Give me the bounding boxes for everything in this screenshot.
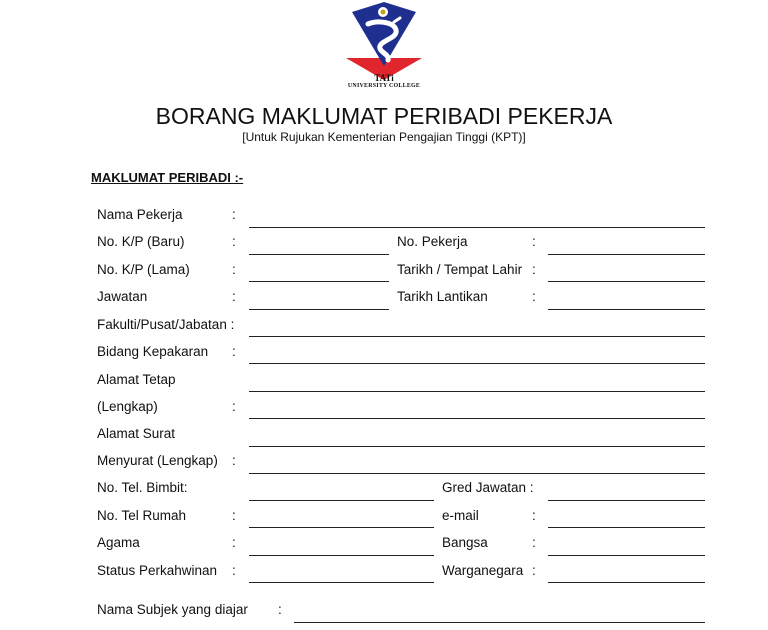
no-kp-baru-label: No. K/P (Baru) — [97, 234, 185, 249]
alamat-surat-menyurat-label: Menyurat (Lengkap) — [97, 453, 218, 468]
warganegara-label: Warganegara — [442, 563, 524, 578]
nama-subjek-colon: : — [278, 602, 282, 617]
form-title: BORANG MAKLUMAT PERIBADI PEKERJA — [155, 103, 613, 129]
fakulti-label: Fakulti/Pusat/Jabatan : — [97, 317, 235, 332]
no-kp-baru-colon: : — [232, 234, 236, 249]
alamat-surat-label: Alamat Surat — [97, 426, 176, 441]
status-perkahwinan-label: Status Perkahwinan — [97, 563, 218, 578]
bidang-kepakaran-field[interactable] — [249, 363, 705, 364]
nama-subjek-label: Nama Subjek yang diajar — [97, 602, 248, 617]
tarikh-lantikan-colon: : — [532, 289, 536, 304]
section-heading: MAKLUMAT PERIBADI :- — [91, 170, 244, 185]
tarikh-tempat-lahir-label: Tarikh / Tempat Lahir — [397, 262, 523, 277]
no-kp-baru-field[interactable] — [249, 254, 389, 255]
warganegara-field[interactable] — [548, 582, 705, 583]
email-field[interactable] — [548, 527, 705, 528]
no-pekerja-colon: : — [532, 234, 536, 249]
bangsa-label: Bangsa — [442, 535, 488, 550]
tarikh-lantikan-field[interactable] — [548, 309, 705, 310]
no-kp-lama-field[interactable] — [249, 281, 389, 282]
agama-field[interactable] — [249, 555, 434, 556]
alamat-surat-colon: : — [232, 453, 236, 468]
bidang-kepakaran-colon: : — [232, 344, 236, 359]
nama-pekerja-colon: : — [232, 207, 236, 222]
alamat-tetap-colon: : — [232, 399, 236, 414]
no-tel-bimbit-label: No. Tel. Bimbit: — [97, 480, 188, 495]
agama-colon: : — [232, 535, 236, 550]
gred-jawatan-field[interactable] — [548, 500, 705, 501]
logo-text — [337, 74, 431, 90]
no-kp-lama-colon: : — [232, 262, 236, 277]
alamat-surat-field-line1[interactable] — [249, 446, 705, 447]
no-pekerja-field[interactable] — [548, 254, 705, 255]
logo-brand-text: TATi — [374, 73, 394, 83]
agama-label: Agama — [97, 535, 140, 550]
email-colon: : — [532, 508, 536, 523]
status-perkahwinan-colon: : — [232, 563, 236, 578]
status-perkahwinan-field[interactable] — [249, 582, 434, 583]
tarikh-lantikan-label: Tarikh Lantikan — [397, 289, 488, 304]
no-kp-lama-label: No. K/P (Lama) — [97, 262, 190, 277]
no-tel-rumah-label: No. Tel Rumah — [97, 508, 187, 523]
bangsa-field[interactable] — [548, 555, 705, 556]
nama-pekerja-field[interactable] — [249, 227, 705, 228]
alamat-tetap-lengkap-label: (Lengkap) — [97, 399, 158, 414]
bidang-kepakaran-label: Bidang Kepakaran — [97, 344, 209, 359]
warganegara-colon: : — [532, 563, 536, 578]
tarikh-tempat-lahir-field[interactable] — [548, 281, 705, 282]
jawatan-label: Jawatan — [97, 289, 148, 304]
gred-jawatan-label: Gred Jawatan : — [442, 480, 534, 495]
email-label: e-mail — [442, 508, 479, 523]
alamat-surat-field-line2[interactable] — [249, 473, 705, 474]
alamat-tetap-field-line1[interactable] — [249, 391, 705, 392]
no-tel-rumah-colon: : — [232, 508, 236, 523]
jawatan-field[interactable] — [249, 309, 389, 310]
no-pekerja-label: No. Pekerja — [397, 234, 468, 249]
alamat-tetap-field-line2[interactable] — [249, 418, 705, 419]
fakulti-field[interactable] — [249, 336, 705, 337]
bangsa-colon: : — [532, 535, 536, 550]
nama-pekerja-label: Nama Pekerja — [97, 207, 183, 222]
tarikh-tempat-lahir-colon: : — [532, 262, 536, 277]
no-tel-rumah-field[interactable] — [249, 527, 434, 528]
alamat-tetap-label: Alamat Tetap — [97, 372, 176, 387]
jawatan-colon: : — [232, 289, 236, 304]
nama-subjek-field[interactable] — [294, 622, 705, 623]
logo-sub-text: UNIVERSITY COLLEGE — [347, 83, 421, 89]
form-subtitle: [Untuk Rujukan Kementerian Pengajian Tinggi (KPT)] — [242, 130, 526, 144]
no-tel-bimbit-field[interactable] — [249, 500, 434, 501]
